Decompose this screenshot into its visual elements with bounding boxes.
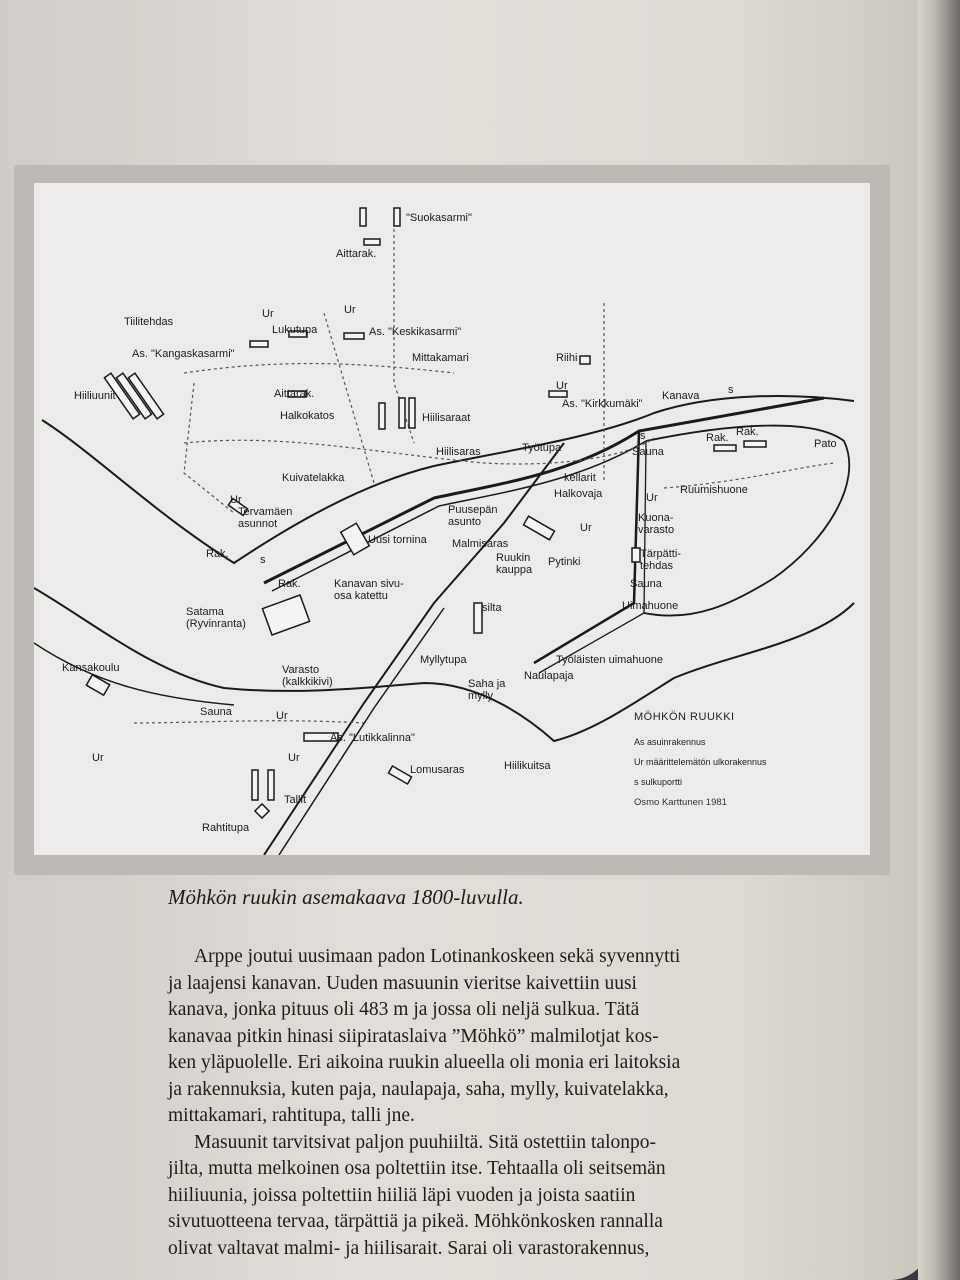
label-lukutupa: Lukutupa (272, 324, 318, 336)
building-aittarak (364, 239, 380, 245)
building-kansakoulu (86, 675, 109, 695)
path-south (134, 721, 364, 723)
building-ruukin-kauppa (524, 516, 555, 540)
site-plan-map (34, 183, 870, 855)
p1-line: mittakamari, rahtitupa, talli jne. (168, 1105, 415, 1126)
p2-line: jilta, mutta melkoinen osa poltettiin itse. Tehtaalla oli seitsemän (168, 1158, 666, 1179)
building-keskikasarmi (344, 333, 364, 339)
label-suokasarmi: "Suokasarmi" (406, 212, 472, 224)
label-sauna-1: Sauna (632, 446, 664, 458)
legend-ur: Ur määrittelemätön ulkorakennus (634, 757, 767, 767)
label-ur-4: Ur (230, 494, 242, 506)
label-uusi-tornina: Uusi tornina (368, 534, 427, 546)
building-tarpatti (632, 548, 640, 562)
building-hiilisaraat-1 (379, 403, 385, 429)
p1-line: ja rakennuksia, kuten paja, naulapaja, saha, mylly, kuivatelakka, (168, 1078, 669, 1100)
label-tallit: Tallit (284, 794, 307, 806)
building-tallit-1 (252, 770, 258, 800)
label-kansakoulu: Kansakoulu (62, 662, 120, 674)
label-naulapaja: Naulapaja (524, 670, 574, 682)
building-uusi-tornina (341, 523, 370, 555)
label-halkovaja: Halkovaja (554, 488, 603, 500)
label-ruumishuone: Ruumishuone (680, 484, 748, 496)
label-tarpattitehdas: Tärpätti- tehdas (640, 548, 681, 572)
label-ur-7: Ur (276, 710, 288, 722)
label-kuonavarasto: Kuona- varasto (638, 512, 675, 536)
label-ruukin-kauppa: Ruukin kauppa (496, 552, 533, 576)
label-rahtitupa: Rahtitupa (202, 822, 250, 834)
paragraph-1 (168, 944, 908, 1130)
label-ur-6: Ur (580, 522, 592, 534)
label-tyotupa: Työtupa (522, 442, 562, 454)
label-ur-8: Ur (92, 752, 104, 764)
label-ur-2: Ur (344, 304, 356, 316)
label-malmisaras: Malmisaras (452, 538, 509, 550)
label-satama: Satama (Ryvinranta) (186, 606, 246, 630)
building-lomusaras (388, 766, 411, 784)
p2-line: sivutuotteena tervaa, tärpättiä ja pikeä. Möhkönkosken rannalla (168, 1211, 663, 1232)
p2-line: hiiliuunia, joissa poltettiin hiiliä läpi vuoden ja joista saatiin (168, 1184, 636, 1206)
label-varasto: Varasto (kalkkikivi) (282, 664, 333, 688)
label-riihi: Riihi (556, 352, 578, 364)
label-aittarak-top: Aittarak. (336, 248, 377, 260)
p1-line: kanava, jonka pituus oli 483 m ja jossa oli neljä sulkua. Tätä (168, 999, 640, 1020)
label-kanava: Kanava (662, 390, 700, 402)
label-ur-9: Ur (288, 752, 300, 764)
label-ur-1: Ur (262, 308, 274, 320)
label-sauna-3: Sauna (200, 706, 232, 718)
label-hiilikuitsa: Hiilikuitsa (504, 760, 551, 772)
label-aittarak-mid: Aittarak. (274, 388, 315, 400)
label-kuivatelakka: Kuivatelakka (282, 472, 345, 484)
map-legend (634, 711, 767, 808)
paragraph-2 (168, 1130, 908, 1263)
path-west (184, 364, 454, 373)
label-hiiliuunit: Hiiliuunit (74, 390, 116, 402)
label-pato: Pato (814, 438, 837, 450)
label-halkokatos: Halkokatos (280, 410, 335, 422)
map-figure (14, 165, 890, 875)
legend-s: s sulkuportti (634, 777, 683, 787)
building-silta (474, 603, 482, 633)
label-s-3: s (260, 554, 266, 566)
body-text (168, 944, 908, 1262)
building-suokasarmi-2 (394, 208, 400, 226)
building-suokasarmi-1 (360, 208, 366, 226)
label-hiilisaraat: Hiilisaraat (422, 412, 471, 424)
label-as-kangaskasarmi: As. "Kangaskasarmi" (132, 348, 235, 360)
building-rak-1 (714, 445, 736, 451)
path-loop (184, 383, 234, 513)
canal-east (534, 431, 639, 663)
p1-line: Arppe joutui uusimaan padon Lotinankoskeen sekä syvennytti (194, 946, 681, 967)
label-silta: silta (482, 602, 502, 614)
label-as-keskikasarmi: As. "Keskikasarmi" (369, 326, 462, 338)
building-tallit-2 (268, 770, 274, 800)
figure-caption: Möhkön ruukin asemakaava 1800-luvulla. (168, 885, 524, 909)
legend-title: MÖHKÖN RUUKKI (634, 711, 735, 723)
building-rahtitupa (255, 804, 269, 818)
label-as-kirkkumaki: As. "Kirkkumäki" (562, 398, 643, 410)
label-kanavan-sivuosa: Kanavan sivu- osa katettu (334, 578, 404, 602)
label-uimahuone: Uimahuone (622, 600, 679, 612)
page-edge (918, 0, 960, 1280)
label-myllytupa: Myllytupa (420, 654, 467, 666)
label-tyolaisten-uimahuone: Työläisten uimahuone (556, 654, 664, 666)
building-hiilisaraat-3 (409, 398, 415, 428)
label-ur-5: Ur (646, 492, 658, 504)
legend-as: As asuinrakennus (634, 737, 706, 747)
label-s-1: s (728, 384, 734, 396)
legend-credit: Osmo Karttunen 1981 (634, 797, 727, 808)
building-rak-2 (744, 441, 766, 447)
p1-line: kanavaa pitkin hinasi siipirataslaiva ”Möhkö” malmilotjat kos- (168, 1025, 659, 1047)
p2-line: Masuunit tarvitsivat paljon puuhiiltä. Sitä ostettiin talonpo- (194, 1131, 656, 1153)
label-rak-2: Rak. (736, 426, 759, 438)
label-rak-4: Rak. (278, 578, 301, 590)
label-ur-3: Ur (556, 380, 568, 392)
p2-line: olivat valtavat malmi- ja hiilisarait. Sarai oli varastorakennus, (168, 1237, 650, 1259)
label-pytinki: Pytinki (548, 556, 581, 568)
label-s-2: s (640, 430, 646, 442)
label-rak-1: Rak. (706, 432, 729, 444)
label-puusepan-asunto: Puusepän asunto (448, 504, 498, 528)
label-saha-ja-mylly: Saha ja mylly (468, 678, 506, 702)
label-hiilisaras: Hiilisaras (436, 446, 481, 458)
building-tiilitehdas (250, 341, 268, 347)
p1-line: ja laajensi kanavan. Uuden masuunin vieritse kaivettiin uusi (168, 972, 637, 994)
label-tiilitehdas: Tiilitehdas (124, 316, 174, 328)
label-as-lutikkalinna: As. "Lutikkalinna" (330, 732, 415, 744)
building-hiilisaraat-2 (399, 398, 405, 428)
label-lomusaras: Lomusaras (410, 764, 465, 776)
label-mittakamari: Mittakamari (412, 352, 469, 364)
p1-line: ken yläpuolelle. Eri aikoina ruukin alueella oli monia eri laitoksia (168, 1052, 681, 1073)
building-riihi (580, 356, 590, 364)
label-rak-3: Rak. (206, 548, 229, 560)
label-tervamaen-asunnot: Tervamäen asunnot (238, 506, 293, 530)
label-sauna-2: Sauna (630, 578, 662, 590)
label-kellarit: kellarit (564, 472, 596, 484)
